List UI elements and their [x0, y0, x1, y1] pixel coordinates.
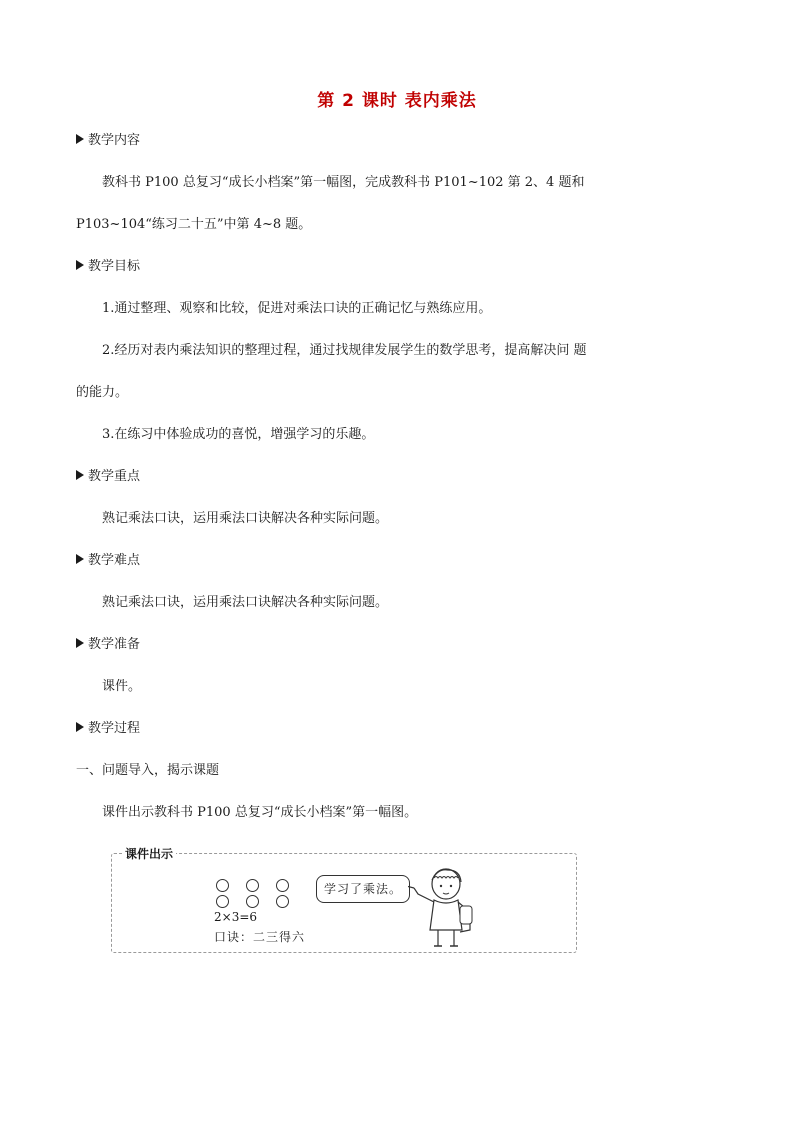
courseware-figure	[111, 847, 577, 953]
content-text-line2: P103~104“练习二十五”中第 4~8 题。	[76, 217, 312, 232]
circle	[246, 879, 259, 892]
triangle-bullet-icon	[76, 722, 84, 732]
heading-difficulties: 教学难点	[76, 552, 140, 570]
multiplication-equation: 2×3=6	[214, 910, 258, 924]
goal-2-line2: 的能力。	[76, 385, 129, 400]
child-illustration-icon	[408, 866, 478, 950]
content-text-line1: 教科书 P100 总复习“成长小档案”第一幅图，完成教科书 P101~102 第 2、4 题和	[102, 175, 585, 190]
key-points-text: 熟记乘法口诀，运用乘法口诀解决各种实际问题。	[102, 511, 389, 526]
goal-3: 3.在练习中体验成功的喜悦，增强学习的乐趣。	[102, 427, 375, 442]
preparation-text: 课件。	[102, 679, 142, 694]
heading-key-points: 教学重点	[76, 468, 140, 486]
circle	[246, 895, 259, 908]
speech-bubble: 学习了乘法。	[316, 875, 410, 903]
goal-2-line1: 2.经历对表内乘法知识的整理过程，通过找规律发展学生的数学思考，提高解决问 题	[102, 343, 587, 358]
circle	[216, 879, 229, 892]
triangle-bullet-icon	[76, 554, 84, 564]
figure-tag: 课件出示	[122, 845, 176, 862]
heading-teaching-content: 教学内容	[76, 132, 140, 150]
circle	[216, 895, 229, 908]
circle	[276, 895, 289, 908]
triangle-bullet-icon	[76, 470, 84, 480]
triangle-bullet-icon	[76, 260, 84, 270]
goal-1: 1.通过整理、观察和比较，促进对乘法口诀的正确记忆与熟练应用。	[102, 301, 492, 316]
triangle-bullet-icon	[76, 638, 84, 648]
lesson-title: 第 2 课时 表内乘法	[317, 91, 477, 111]
heading-process: 教学过程	[76, 720, 140, 738]
circle	[276, 879, 289, 892]
step1-text: 课件出示教科书 P100 总复习“成长小档案”第一幅图。	[102, 805, 418, 820]
heading-teaching-goals: 教学目标	[76, 258, 140, 276]
multiplication-rhyme: 口诀：二三得六	[214, 930, 306, 944]
difficulties-text: 熟记乘法口诀，运用乘法口诀解决各种实际问题。	[102, 595, 389, 610]
heading-preparation: 教学准备	[76, 636, 140, 654]
triangle-bullet-icon	[76, 134, 84, 144]
step1-heading: 一、问题导入，揭示课题	[76, 763, 220, 778]
